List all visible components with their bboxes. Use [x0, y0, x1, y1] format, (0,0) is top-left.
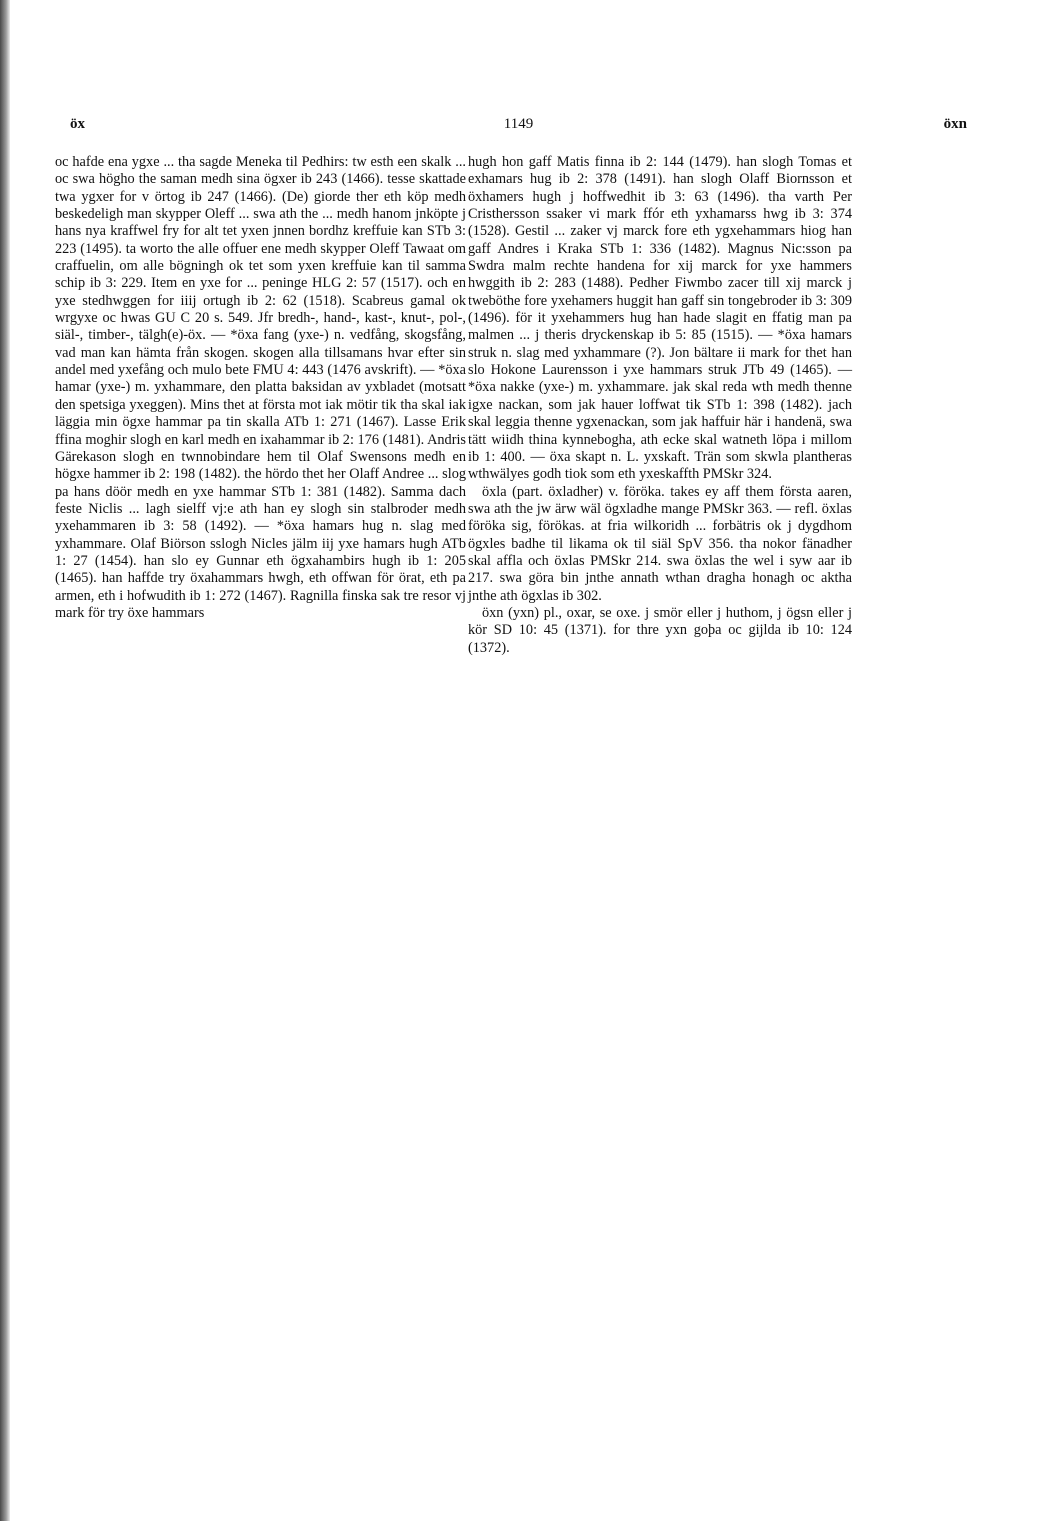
running-head-left: öx — [70, 116, 85, 132]
left-column-paragraph: oc hafde ena ygxe ... tha sagde Meneka til Pedhirs: tw esth een skalk ... oc swa högho the saman medh sina ögxer ib 243 (1466). tesse skattade twa ygxer for v örtog ib 247 (1466). (De) giorde ther eth köp medh beskedeligh man skypper Oleff ... swa ath the ... medh hanom jnköpte j hans nya kraffwel fry for alt tet yxen jnnen bordhz kreffuie kan STb 3: 223 (1495). ta worto the alle offuer ene medh skypper Oleff Tawaat om craffuelin, om alle bögningh ok tet som yxen kreffuie kan til samma schip ib 3: 229. Item en yxe for ... peninge HLG 2: 57 (1517). och en yxe stedhwggen for iiij ortugh ib 2: 62 (1518). Scabreus gamal ok wrgyxe oc hwas GU C 20 s. 549. Jfr bredh-, hand-, kast-, knut-, pol-, siäl-, timber-, tälgh(e)-öx. — *öxa fang (yxe-) n. vedfång, skogsfång, vad man kan hämta från skogen. skogen alla tillsamans hvar efter sin andel med yxefång och mulo bete FMU 4: 443 (1476 avskrift). — *öxa hamar (yxe-) m. yxhammare, den platta baksidan av yxbladet (motsatt den spetsiga yxeggen). Mins thet at första mot iak mötir tik tha skal iak läggia min ögxe hammar pa tin skalla ATb 1: 271 (1467). Lasse Erik ffina moghir slogh en karl medh en ixahammar ib 2: 176 (1481). Andris Gärekason slogh en twnnobindare hem til Olaf Swensons medh en högxe hammer ib 2: 198 (1482). the hördo thet her Olaff Andree ... slog pa hans döör medh en yxe hammar STb 1: 381 (1482). Samma dach feste Niclis ... lagh sielff vj:e ath han ey slogh sin stalbroder medh yxehammaren ib 3: 58 (1492). — *öxa hamars hug n. slag med yxhammare. Olaf Biörson sslogh Nicles jälm iij yxe hamars hugh ATb 1: 27 (1454). han slo ey Gunnar eth ögxahambirs hugh ib 1: 205 (1465). han haffde try öxahammars hwgh, eth offwan för örat, eth pa armen, eth i hofwudith ib 1: 272 (1467). Ragnilla finska sak tre resor vj mark för try öxe hammars — [55, 154, 466, 621]
page-number: 1149 — [503, 116, 534, 132]
dictionary-entry-oxla: öxla (part. öxladher) v. föröka. takes ey aff them första aaren, swa ath the jw ärw wäl ögxladhe mange PMSkr 363. — refl. öxlas föröka sig, förökas. at fria wilkoridh ... forbätris ok j dygdhom ögxles badhe til likama ok til siäl SpV 356. tha nokor fänadher skal affla och öxlas PMSkr 214. swa öxlas the wel i syw aar ib 217. swa göra bin jnthe annath wthan dragha honagh oc aktha jnthe ath ögxlas ib 302. — [468, 483, 852, 604]
scan-edge-shadow — [0, 0, 10, 1521]
running-head-right: öxn — [943, 116, 967, 132]
right-column — [468, 154, 852, 657]
right-column-paragraph: hugh hon gaff Matis finna ib 2: 144 (1479). han slogh Tomas et exhamars hug ib 2: 378 (1491). han slogh Olaff Biornsson et öxhamers hugh j hoffwedhit ib 3: 63 (1496). tha varth Per Cristhersson ssaker vi mark ffór eth yxhamarss hwg ib 3: 374 (1528). Gestil ... zaker vj marck fore eth ygxehammars hiog han gaff Andres i Kraka STb 1: 336 (1482). Magnus Nic:sson pa Swdra malm rechte handena for xij marck for yxe hammers hwggith ib 2: 283 (1488). Pedher Fiwmbo zacer till xij marck j twebӧthe fore yxehamers huggit han gaff sin tongebroder ib 3: 309 (1496). för it yxehammers hug han hade slagit en ffatig man pa malmen ... j theris dryckenskap ib 5: 85 (1515). — *öxa hamars struk n. slag med yxhammare (?). Jon bältare ii mark for thet han slo Hokone Laurensson i yxe hammars struk JTb 49 (1465). — *öxa nakke (yxe-) m. yxhammare. jak skal reda wth medh thenne igxe nackan, som jak hauer loffwat tik STb 1: 398 (1482). jach skal leggia thenne ygxenackan, som jak haffuir här i handenä, swa tätt wiidh thina kynnebogha, ath ecke skal watneth löpa i millom ib 1: 400. — öxa skapt n. L. yxskaft. Trän som skwla plantheras wthwälyes godh tiok som eth yxeskaffth PMSkr 324. — [468, 154, 852, 483]
left-column — [55, 154, 466, 622]
dictionary-entry-oxn: öxn (yxn) pl., oxar, se oxe. j smör eller j huthom, j ögsn eller j kör SD 10: 45 (1371). for thre yxn goþa oc gijlda ib 10: 124 (1372). — [468, 604, 852, 656]
